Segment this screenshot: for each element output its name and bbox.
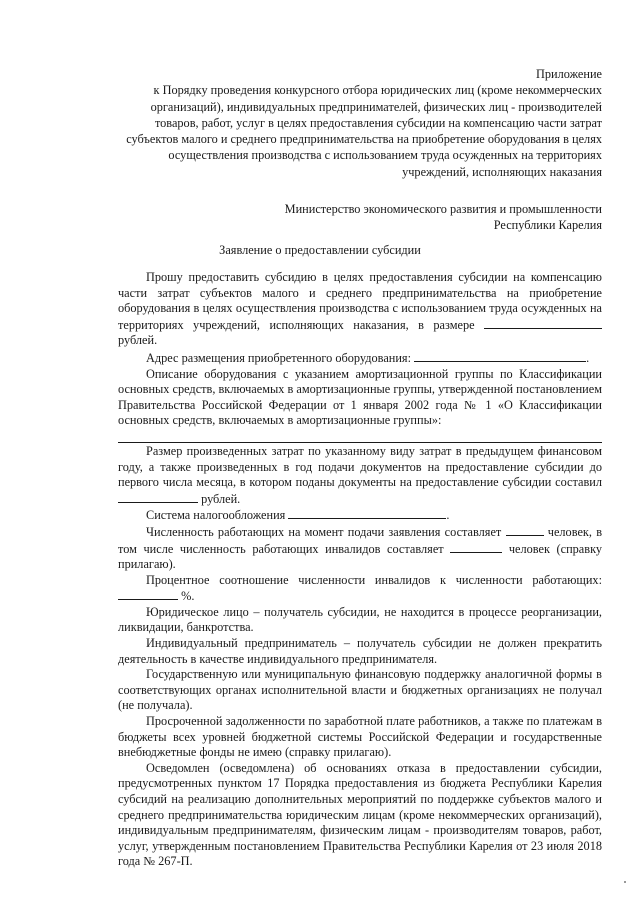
paragraph-equipment-address bbox=[118, 350, 602, 367]
paragraph-entrepreneur: Индивидуальный предприниматель – получатель субсидии не должен прекратить деятельность в качестве индивидуального предпринимателя. bbox=[118, 636, 602, 666]
paragraph-disabled-ratio bbox=[118, 573, 602, 605]
addressee-block bbox=[200, 201, 602, 233]
paragraph-headcount bbox=[118, 524, 602, 573]
address-blank[interactable] bbox=[414, 350, 586, 362]
document-title: Заявление о предоставлении субсидии bbox=[219, 243, 421, 257]
paragraph-text: человек, в том числе численность работающих инвалидов составляет bbox=[118, 524, 602, 556]
paragraph-text: Адрес размещения приобретенного оборудования: bbox=[146, 350, 412, 365]
paragraph-text: Прошу предоставить субсидию в целях предоставления субсидии на компенсацию части затрат субъектов малого и среднего предпринимательства на приобретение оборудования в целях осуществления производства с использованием труда осужденных на территориях учреждений, исполняющих наказания, в размере bbox=[118, 270, 602, 332]
amount-blank[interactable] bbox=[484, 317, 602, 329]
paragraph-equipment-description bbox=[118, 367, 602, 429]
paragraph-text: . bbox=[446, 508, 450, 523]
disabled-headcount-blank[interactable] bbox=[450, 541, 502, 553]
paragraph-costs bbox=[118, 444, 602, 507]
addressee-line: Министерство экономического развития и промышленности bbox=[284, 202, 602, 216]
appendix-line: Приложение bbox=[536, 67, 602, 81]
appendix-line: к Порядку проведения конкурсного отбора юридических лиц (кроме некоммерческих bbox=[153, 83, 602, 98]
paragraph-text: Размер произведенных затрат по указанному виду затрат в предыдущем финансовом году, а также произведенных в год подачи документов на предоставление субсидии до первого числа месяца, в котором поданы документы на предоставление субсидии составил bbox=[118, 443, 602, 490]
appendix-line: учреждений, исполняющих наказания bbox=[402, 164, 602, 179]
paragraph-subsidy-request bbox=[118, 270, 602, 349]
paragraph-text: . bbox=[586, 350, 590, 365]
ratio-blank[interactable] bbox=[118, 588, 178, 600]
tax-system-blank[interactable] bbox=[288, 507, 446, 519]
paragraph-text: Численность работающих на момент подачи заявления составляет bbox=[146, 524, 502, 539]
appendix-line: товаров, работ, услуг в целях предоставления субсидии на компенсацию части затрат bbox=[154, 115, 602, 130]
paragraph-text: Описание оборудования с указанием амортизационной группы по Классификации основных средств, включаемых в амортизационные группы, утвержденной постановлением Правительства Российской Федерации от 1 января 2002 года № 1 «О Классификации основных средств, включаемых в амортизационные группы»: bbox=[118, 366, 602, 428]
paragraph-arrears: Просроченной задолженности по заработной плате работников, а также по платежам в бюджеты всех уровней бюджетной системы Российской Федерации и государственные внебюджетные фонды не имею (справку прилагаю). bbox=[118, 714, 602, 760]
paragraph-text: рублей. bbox=[201, 491, 241, 506]
paragraph-text: Система налогообложения bbox=[146, 508, 286, 523]
paragraph-refusal-grounds: Осведомлен (осведомлена) об основаниях отказа в предоставлении субсидии, предусмотренных пунктом 17 Порядка предоставления из бюджета Республики Карелия субсидий на реализацию дополнительных мероприятий по поддержке субъектов малого и среднего предпринимательства юридическим лицам (кроме некоммерческих организаций), индивидуальным предпринимателям, физическим лицам - производителям товаров, работ, услуг, утвержденным постановлением Правительства Республики Карелия от 23 июля 2018 года № 267-П. bbox=[118, 760, 602, 869]
appendix-line: осуществления производства с использованием труда осужденных на территориях bbox=[168, 148, 602, 163]
costs-blank[interactable] bbox=[118, 491, 198, 503]
description-blank[interactable] bbox=[118, 429, 602, 443]
appendix-line: субъектов малого и среднего предпринимательства на приобретение оборудования в целях bbox=[126, 132, 602, 147]
paragraph-text: %. bbox=[181, 589, 195, 604]
addressee-line: Республики Карелия bbox=[493, 218, 602, 232]
appendix-header bbox=[80, 66, 602, 180]
paragraph-text: человек (справку прилагаю). bbox=[118, 541, 603, 572]
paragraph-tax-system bbox=[118, 507, 602, 524]
paragraph-state-support: Государственную или муниципальную финансовую поддержку аналогичной формы в соответствующих органах исполнительной власти и бюджетных организациях не получал (не получала). bbox=[118, 667, 602, 713]
paragraph-legal-entity: Юридическое лицо – получатель субсидии, не находится в процессе реорганизации, ликвидации, банкротства. bbox=[118, 604, 602, 635]
headcount-blank[interactable] bbox=[506, 524, 544, 536]
paragraph-text: рублей. bbox=[118, 333, 158, 348]
document-body bbox=[118, 270, 602, 870]
appendix-line: организаций), индивидуальных предпринимателей, физических лиц - производителей bbox=[150, 99, 602, 114]
scan-speck bbox=[624, 881, 626, 883]
paragraph-text: Процентное соотношение численности инвалидов к численности работающих: bbox=[146, 572, 602, 587]
